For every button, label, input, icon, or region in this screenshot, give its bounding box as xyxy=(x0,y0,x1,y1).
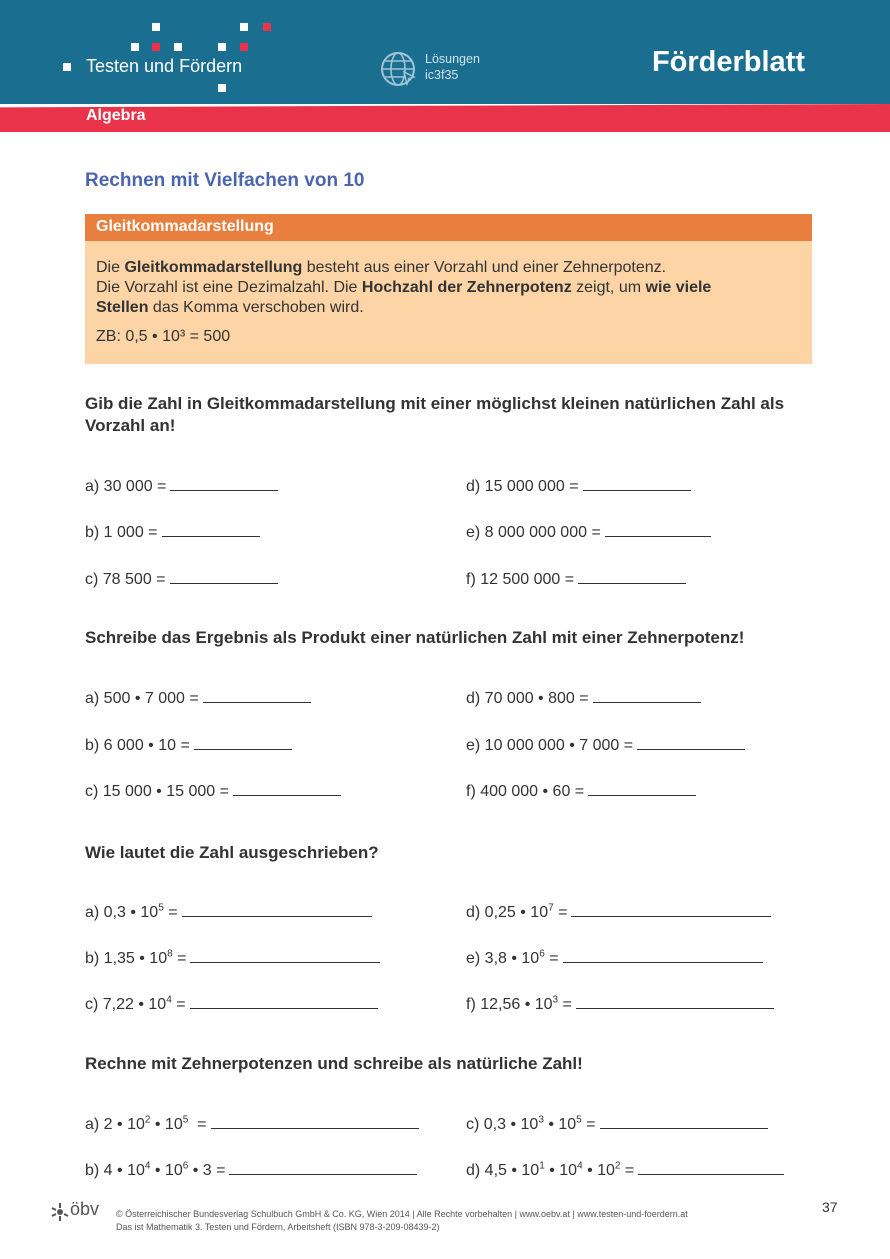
info-box-example: ZB: 0,5 • 10³ = 500 xyxy=(96,328,231,345)
task4-item-b: b) 4 • $10^4$ • $10^6$ • 3 = xyxy=(85,1160,417,1180)
task1-item-d: d) 15 000 000 = xyxy=(466,476,691,496)
brand-name: Testen und Fördern xyxy=(86,56,243,76)
task3-item-a: a) 0,3 • $10^5$ = xyxy=(85,902,372,922)
task1-item-c: c) 78 500 = xyxy=(85,569,278,589)
section-title: Rechnen mit Vielfachen von 10 xyxy=(85,170,365,191)
task2-item-b: b) 6 000 • 10 = xyxy=(85,735,292,755)
solutions-link[interactable] xyxy=(425,51,480,83)
answer-blank[interactable] xyxy=(588,781,696,796)
answer-blank[interactable] xyxy=(578,569,686,584)
task1-instruction: Gib die Zahl in Gleitkommadarstellung mit einer möglichst kleinen natürlichen Zahl als Vorzahl an! xyxy=(85,394,785,435)
answer-blank[interactable] xyxy=(190,994,378,1009)
info-box-header xyxy=(85,214,812,241)
answer-blank[interactable] xyxy=(203,688,311,703)
answer-blank[interactable] xyxy=(593,688,701,703)
task4-item-c: c) 0,3 • $10^3$ • $10^5$ = xyxy=(466,1114,768,1134)
page-header xyxy=(0,0,890,104)
answer-blank[interactable] xyxy=(563,948,763,963)
task2-item-f: f) 400 000 • 60 = xyxy=(466,781,696,801)
sheet-title: Förderblatt xyxy=(651,46,805,78)
answer-blank[interactable] xyxy=(211,1114,419,1129)
answer-blank[interactable] xyxy=(571,902,771,917)
task3-item-d: d) 0,25 • $10^7$ = xyxy=(466,902,771,922)
answer-blank[interactable] xyxy=(194,735,292,750)
info-box-title: Gleitkommadarstellung xyxy=(96,218,274,235)
answer-blank[interactable] xyxy=(170,569,278,584)
task1-item-f: f) 12 500 000 = xyxy=(466,569,686,589)
task1-item-e: e) 8 000 000 000 = xyxy=(466,522,711,542)
answer-blank[interactable] xyxy=(583,476,691,491)
publisher-logo-icon xyxy=(50,1202,70,1222)
task3-item-c: c) 7,22 • $10^4$ = xyxy=(85,994,378,1014)
answer-blank[interactable] xyxy=(600,1114,768,1129)
answer-blank[interactable] xyxy=(233,781,341,796)
footer-copyright: © Österreichischer Bundesverlag Schulbuch GmbH & Co. KG, Wien 2014 | Alle Rechte vorbehalten | www.oebv.at | www.testen-und-foerdern.at Das ist Mathematik 3. Testen und Fördern, Arbeitsheft (ISBN 978-3-209-08439-2) xyxy=(116,1209,688,1232)
info-box xyxy=(85,214,812,364)
answer-blank[interactable] xyxy=(637,735,745,750)
answer-blank[interactable] xyxy=(229,1160,417,1175)
answer-blank[interactable] xyxy=(576,994,774,1009)
task2-item-c: c) 15 000 • 15 000 = xyxy=(85,781,341,801)
task4-item-a: a) 2 • $10^2$ • $10^5$ = xyxy=(85,1114,419,1134)
answer-blank[interactable] xyxy=(638,1160,784,1175)
task3-instruction: Wie lautet die Zahl ausgeschrieben? xyxy=(85,843,379,862)
task3-item-b: b) 1,35 • $10^8$ = xyxy=(85,948,380,968)
task3-item-f: f) 12,56 • $10^3$ = xyxy=(466,994,774,1014)
solutions-code: ic3f35 xyxy=(425,68,459,82)
task2-item-d: d) 70 000 • 800 = xyxy=(466,688,701,708)
task2-instruction: Schreibe das Ergebnis als Produkt einer natürlichen Zahl mit einer Zehnerpotenz! xyxy=(85,628,745,647)
answer-blank[interactable] xyxy=(170,476,278,491)
publisher-logo-text: öbv xyxy=(70,1199,100,1219)
task1-item-a: a) 30 000 = xyxy=(85,476,278,496)
task4-instruction: Rechne mit Zehnerpotenzen und schreibe als natürliche Zahl! xyxy=(85,1054,583,1073)
task4-item-d: d) 4,5 • $10^1$ • $10^4$ • $10^2$ = xyxy=(466,1160,784,1180)
info-box-text: Die Gleitkommadarstellung besteht aus einer Vorzahl und einer Zehnerpotenz. Die Vorzahl ist eine Dezimalzahl. Die Hochzahl der Zehnerpotenz zeigt, um wie viele Stellen das Komma verschoben wird. xyxy=(96,259,712,316)
answer-blank[interactable] xyxy=(162,522,260,537)
task2-item-a: a) 500 • 7 000 = xyxy=(85,688,311,708)
answer-blank[interactable] xyxy=(605,522,711,537)
globe-icon[interactable] xyxy=(380,50,418,88)
answer-blank[interactable] xyxy=(190,948,380,963)
task2-item-e: e) 10 000 000 • 7 000 = xyxy=(466,735,745,755)
page-number: 37 xyxy=(822,1199,838,1215)
answer-blank[interactable] xyxy=(182,902,372,917)
task3-item-e: e) 3,8 • $10^6$ = xyxy=(466,948,763,968)
subject-label: Algebra xyxy=(86,107,146,124)
task1-item-b: b) 1 000 = xyxy=(85,522,260,542)
solutions-label: Lösungen xyxy=(425,52,480,66)
